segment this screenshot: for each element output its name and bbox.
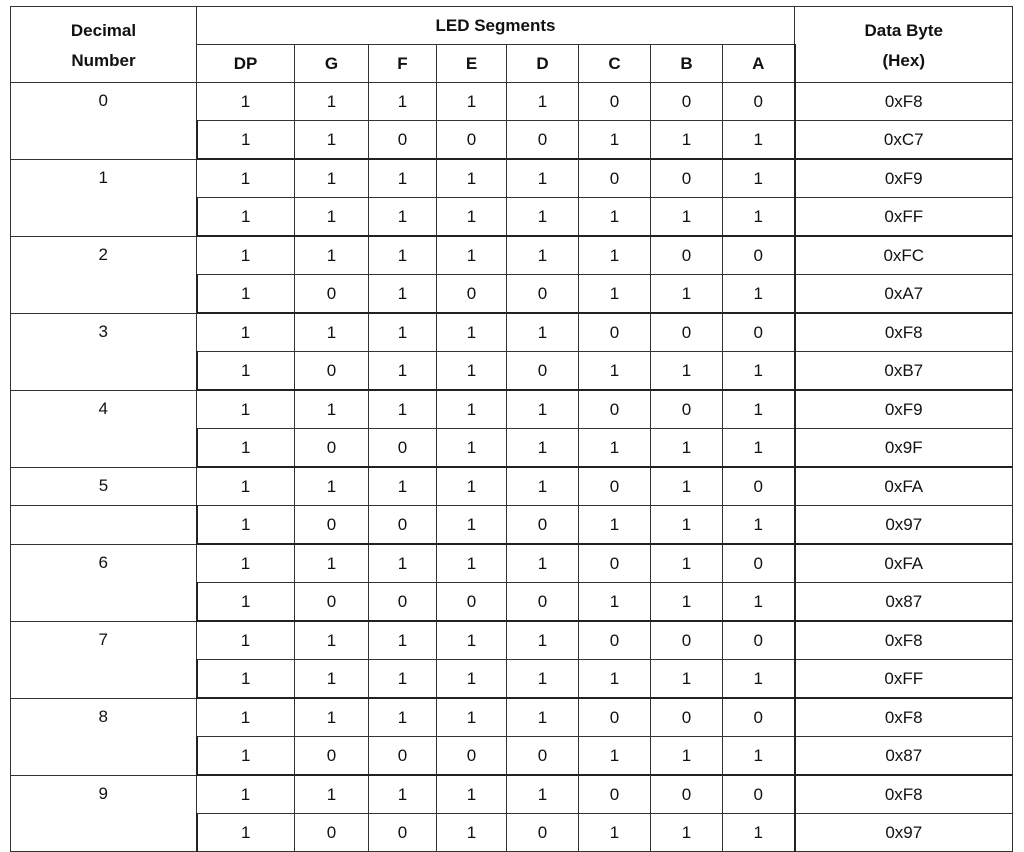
data-header-line1: Data Byte bbox=[864, 21, 943, 40]
data-byte-hex-cell: 0xF9 bbox=[795, 159, 1013, 198]
segment-bit-b: 0 bbox=[651, 390, 723, 429]
segment-bit-dp: 1 bbox=[197, 275, 295, 314]
segment-bit-d: 1 bbox=[507, 159, 579, 198]
data-byte-hex-cell: 0xF8 bbox=[795, 698, 1013, 737]
segment-bit-f: 0 bbox=[369, 814, 437, 852]
decimal-number-cell bbox=[11, 506, 197, 545]
segment-bit-dp: 1 bbox=[197, 159, 295, 198]
segment-bit-g: 1 bbox=[295, 83, 369, 121]
segment-bit-g: 1 bbox=[295, 467, 369, 506]
segment-bit-a: 1 bbox=[723, 275, 795, 314]
segment-bit-a: 1 bbox=[723, 352, 795, 391]
decimal-number-cell: 4 bbox=[11, 390, 197, 467]
segment-bit-a: 0 bbox=[723, 544, 795, 583]
segment-bit-d: 1 bbox=[507, 313, 579, 352]
segment-bit-dp: 1 bbox=[197, 83, 295, 121]
segment-bit-g: 1 bbox=[295, 775, 369, 814]
data-byte-hex-cell: 0xF8 bbox=[795, 313, 1013, 352]
segment-bit-c: 1 bbox=[579, 429, 651, 468]
segment-bit-g: 0 bbox=[295, 275, 369, 314]
segment-bit-e: 0 bbox=[437, 121, 507, 160]
table-row bbox=[11, 544, 1013, 583]
segment-bit-g: 1 bbox=[295, 390, 369, 429]
segment-bit-dp: 1 bbox=[197, 121, 295, 160]
segment-bit-c: 0 bbox=[579, 313, 651, 352]
segment-bit-g: 1 bbox=[295, 544, 369, 583]
data-byte-hex-cell: 0x9F bbox=[795, 429, 1013, 468]
segment-bit-f: 1 bbox=[369, 467, 437, 506]
table-row bbox=[11, 83, 1013, 121]
segment-bit-b: 0 bbox=[651, 621, 723, 660]
segment-bit-c: 0 bbox=[579, 467, 651, 506]
segment-bit-b: 1 bbox=[651, 583, 723, 622]
segment-bit-d: 0 bbox=[507, 506, 579, 545]
segment-bit-c: 0 bbox=[579, 83, 651, 121]
segment-bit-b: 1 bbox=[651, 121, 723, 160]
segment-bit-b: 1 bbox=[651, 275, 723, 314]
segment-bit-c: 1 bbox=[579, 506, 651, 545]
segment-bit-f: 1 bbox=[369, 159, 437, 198]
segment-bit-d: 1 bbox=[507, 660, 579, 699]
decimal-number-cell: 2 bbox=[11, 236, 197, 313]
segment-bit-e: 1 bbox=[437, 544, 507, 583]
segment-bit-g: 1 bbox=[295, 198, 369, 237]
segment-bit-g: 1 bbox=[295, 313, 369, 352]
segment-bit-f: 1 bbox=[369, 83, 437, 121]
segment-bit-d: 0 bbox=[507, 583, 579, 622]
segment-bit-e: 1 bbox=[437, 352, 507, 391]
data-byte-hex-cell: 0xFA bbox=[795, 544, 1013, 583]
segment-bit-b: 0 bbox=[651, 775, 723, 814]
segment-bit-g: 0 bbox=[295, 583, 369, 622]
segment-bit-dp: 1 bbox=[197, 583, 295, 622]
segment-bit-d: 0 bbox=[507, 814, 579, 852]
segment-bit-dp: 1 bbox=[197, 814, 295, 852]
segment-bit-dp: 1 bbox=[197, 775, 295, 814]
decimal-number-cell: 8 bbox=[11, 698, 197, 775]
segment-bit-dp: 1 bbox=[197, 737, 295, 776]
segment-bit-b: 1 bbox=[651, 737, 723, 776]
decimal-number-cell: 7 bbox=[11, 621, 197, 698]
segment-bit-dp: 1 bbox=[197, 660, 295, 699]
segment-bit-dp: 1 bbox=[197, 544, 295, 583]
segment-bit-f: 1 bbox=[369, 275, 437, 314]
table-row bbox=[11, 313, 1013, 352]
segment-bit-c: 1 bbox=[579, 198, 651, 237]
segment-bit-f: 0 bbox=[369, 737, 437, 776]
segment-bit-b: 1 bbox=[651, 814, 723, 852]
segment-bit-e: 1 bbox=[437, 467, 507, 506]
led-segment-table-wrapper bbox=[10, 6, 1013, 852]
segment-bit-d: 1 bbox=[507, 467, 579, 506]
segment-bit-c: 0 bbox=[579, 775, 651, 814]
data-byte-hex-cell: 0xFC bbox=[795, 236, 1013, 275]
segment-bit-f: 0 bbox=[369, 583, 437, 622]
segment-bit-a: 1 bbox=[723, 159, 795, 198]
segment-bit-a: 0 bbox=[723, 236, 795, 275]
data-byte-header bbox=[795, 7, 1013, 83]
decimal-number-cell: 0 bbox=[11, 83, 197, 160]
segment-bit-f: 1 bbox=[369, 198, 437, 237]
segment-bit-e: 1 bbox=[437, 660, 507, 699]
segment-bit-c: 0 bbox=[579, 159, 651, 198]
segment-bit-b: 1 bbox=[651, 467, 723, 506]
decimal-number-header bbox=[11, 7, 197, 83]
segment-bit-e: 1 bbox=[437, 814, 507, 852]
segment-bit-dp: 1 bbox=[197, 429, 295, 468]
segment-bit-e: 1 bbox=[437, 506, 507, 545]
table-row bbox=[11, 698, 1013, 737]
data-byte-hex-cell: 0xFF bbox=[795, 198, 1013, 237]
segment-bit-d: 1 bbox=[507, 621, 579, 660]
segment-bit-d: 0 bbox=[507, 275, 579, 314]
segment-bit-b: 0 bbox=[651, 698, 723, 737]
segment-bit-c: 1 bbox=[579, 583, 651, 622]
segment-bit-d: 0 bbox=[507, 737, 579, 776]
segment-bit-a: 1 bbox=[723, 660, 795, 699]
segment-bit-a: 0 bbox=[723, 775, 795, 814]
segment-header-e: E bbox=[437, 45, 507, 83]
segment-bit-dp: 1 bbox=[197, 313, 295, 352]
segment-bit-d: 1 bbox=[507, 198, 579, 237]
segment-bit-b: 1 bbox=[651, 660, 723, 699]
segment-bit-dp: 1 bbox=[197, 621, 295, 660]
decimal-number-cell: 6 bbox=[11, 544, 197, 621]
table-row bbox=[11, 159, 1013, 198]
table-row bbox=[11, 621, 1013, 660]
segment-bit-f: 0 bbox=[369, 506, 437, 545]
segment-bit-b: 1 bbox=[651, 506, 723, 545]
segment-bit-d: 1 bbox=[507, 390, 579, 429]
segment-bit-b: 0 bbox=[651, 236, 723, 275]
segment-bit-b: 0 bbox=[651, 83, 723, 121]
segment-bit-a: 0 bbox=[723, 698, 795, 737]
segment-header-g: G bbox=[295, 45, 369, 83]
segment-bit-e: 0 bbox=[437, 737, 507, 776]
led-segment-table bbox=[10, 6, 1013, 852]
segment-header-d: D bbox=[507, 45, 579, 83]
segment-bit-dp: 1 bbox=[197, 698, 295, 737]
decimal-number-cell: 5 bbox=[11, 467, 197, 506]
decimal-header-line2: Number bbox=[71, 51, 136, 70]
segment-bit-c: 1 bbox=[579, 121, 651, 160]
segment-bit-e: 1 bbox=[437, 313, 507, 352]
segment-bit-e: 1 bbox=[437, 390, 507, 429]
segment-bit-f: 1 bbox=[369, 698, 437, 737]
segment-bit-a: 0 bbox=[723, 83, 795, 121]
segment-bit-f: 1 bbox=[369, 544, 437, 583]
segment-bit-e: 1 bbox=[437, 698, 507, 737]
segment-bit-g: 0 bbox=[295, 814, 369, 852]
segment-bit-b: 0 bbox=[651, 313, 723, 352]
segment-bit-b: 1 bbox=[651, 352, 723, 391]
segment-bit-e: 1 bbox=[437, 429, 507, 468]
segment-bit-g: 0 bbox=[295, 429, 369, 468]
segment-bit-c: 0 bbox=[579, 544, 651, 583]
segment-bit-dp: 1 bbox=[197, 236, 295, 275]
led-segments-header: LED Segments bbox=[197, 7, 795, 45]
segment-bit-c: 1 bbox=[579, 275, 651, 314]
segment-bit-c: 1 bbox=[579, 352, 651, 391]
segment-bit-c: 1 bbox=[579, 236, 651, 275]
segment-bit-b: 1 bbox=[651, 198, 723, 237]
segment-bit-b: 1 bbox=[651, 544, 723, 583]
table-row bbox=[11, 390, 1013, 429]
decimal-header-line1: Decimal bbox=[70, 21, 137, 40]
segment-bit-d: 0 bbox=[507, 121, 579, 160]
segment-bit-c: 1 bbox=[579, 737, 651, 776]
segment-bit-f: 1 bbox=[369, 352, 437, 391]
segment-bit-f: 1 bbox=[369, 390, 437, 429]
segment-bit-a: 0 bbox=[723, 313, 795, 352]
data-header-line2: (Hex) bbox=[882, 51, 925, 70]
segment-bit-g: 0 bbox=[295, 737, 369, 776]
segment-bit-a: 1 bbox=[723, 390, 795, 429]
table-body bbox=[11, 83, 1013, 852]
segment-bit-g: 1 bbox=[295, 660, 369, 699]
data-byte-hex-cell: 0x97 bbox=[795, 506, 1013, 545]
segment-bit-b: 1 bbox=[651, 429, 723, 468]
segment-bit-f: 1 bbox=[369, 236, 437, 275]
segment-bit-a: 0 bbox=[723, 621, 795, 660]
segment-bit-e: 1 bbox=[437, 83, 507, 121]
data-byte-hex-cell: 0xF8 bbox=[795, 621, 1013, 660]
segment-bit-e: 1 bbox=[437, 621, 507, 660]
segment-bit-g: 0 bbox=[295, 506, 369, 545]
segment-bit-dp: 1 bbox=[197, 352, 295, 391]
segment-bit-f: 0 bbox=[369, 429, 437, 468]
segment-bit-g: 1 bbox=[295, 698, 369, 737]
segment-bit-e: 1 bbox=[437, 236, 507, 275]
decimal-number-cell: 3 bbox=[11, 313, 197, 390]
segment-header-dp: DP bbox=[197, 45, 295, 83]
segment-bit-e: 1 bbox=[437, 198, 507, 237]
data-byte-hex-cell: 0xC7 bbox=[795, 121, 1013, 160]
segment-bit-a: 1 bbox=[723, 737, 795, 776]
segment-bit-dp: 1 bbox=[197, 198, 295, 237]
decimal-number-cell: 9 bbox=[11, 775, 197, 852]
data-byte-hex-cell: 0xB7 bbox=[795, 352, 1013, 391]
data-byte-hex-cell: 0xFF bbox=[795, 660, 1013, 699]
segment-bit-f: 1 bbox=[369, 621, 437, 660]
segment-bit-d: 1 bbox=[507, 429, 579, 468]
segment-bit-dp: 1 bbox=[197, 390, 295, 429]
segment-bit-g: 1 bbox=[295, 621, 369, 660]
segment-bit-d: 1 bbox=[507, 698, 579, 737]
segment-bit-a: 1 bbox=[723, 814, 795, 852]
segment-bit-d: 1 bbox=[507, 236, 579, 275]
segment-bit-a: 1 bbox=[723, 506, 795, 545]
data-byte-hex-cell: 0xF8 bbox=[795, 83, 1013, 121]
segment-bit-a: 1 bbox=[723, 583, 795, 622]
segment-bit-dp: 1 bbox=[197, 467, 295, 506]
segment-bit-d: 1 bbox=[507, 775, 579, 814]
segment-bit-f: 1 bbox=[369, 313, 437, 352]
segment-bit-e: 1 bbox=[437, 775, 507, 814]
segment-bit-d: 0 bbox=[507, 352, 579, 391]
table-row bbox=[11, 236, 1013, 275]
segment-bit-c: 1 bbox=[579, 814, 651, 852]
segment-bit-b: 0 bbox=[651, 159, 723, 198]
segment-bit-f: 1 bbox=[369, 660, 437, 699]
segment-bit-g: 0 bbox=[295, 352, 369, 391]
segment-header-f: F bbox=[369, 45, 437, 83]
data-byte-hex-cell: 0xF8 bbox=[795, 775, 1013, 814]
data-byte-hex-cell: 0x87 bbox=[795, 737, 1013, 776]
segment-bit-a: 1 bbox=[723, 429, 795, 468]
segment-bit-f: 0 bbox=[369, 121, 437, 160]
segment-header-c: C bbox=[579, 45, 651, 83]
data-byte-hex-cell: 0xFA bbox=[795, 467, 1013, 506]
table-row bbox=[11, 506, 1013, 545]
segment-bit-g: 1 bbox=[295, 159, 369, 198]
data-byte-hex-cell: 0x97 bbox=[795, 814, 1013, 852]
data-byte-hex-cell: 0xA7 bbox=[795, 275, 1013, 314]
segment-bit-a: 1 bbox=[723, 198, 795, 237]
segment-bit-d: 1 bbox=[507, 544, 579, 583]
segment-bit-g: 1 bbox=[295, 236, 369, 275]
segment-bit-d: 1 bbox=[507, 83, 579, 121]
segment-bit-a: 1 bbox=[723, 121, 795, 160]
segment-header-b: B bbox=[651, 45, 723, 83]
decimal-number-cell: 1 bbox=[11, 159, 197, 236]
segment-bit-c: 1 bbox=[579, 660, 651, 699]
segment-bit-a: 0 bbox=[723, 467, 795, 506]
segment-bit-f: 1 bbox=[369, 775, 437, 814]
segment-bit-g: 1 bbox=[295, 121, 369, 160]
header-row-1 bbox=[11, 7, 1013, 45]
segment-bit-e: 1 bbox=[437, 159, 507, 198]
table-row bbox=[11, 775, 1013, 814]
segment-bit-e: 0 bbox=[437, 583, 507, 622]
data-byte-hex-cell: 0xF9 bbox=[795, 390, 1013, 429]
segment-bit-e: 0 bbox=[437, 275, 507, 314]
segment-bit-c: 0 bbox=[579, 390, 651, 429]
segment-header-a: A bbox=[723, 45, 795, 83]
segment-bit-c: 0 bbox=[579, 621, 651, 660]
data-byte-hex-cell: 0x87 bbox=[795, 583, 1013, 622]
table-row bbox=[11, 467, 1013, 506]
segment-bit-c: 0 bbox=[579, 698, 651, 737]
segment-bit-dp: 1 bbox=[197, 506, 295, 545]
